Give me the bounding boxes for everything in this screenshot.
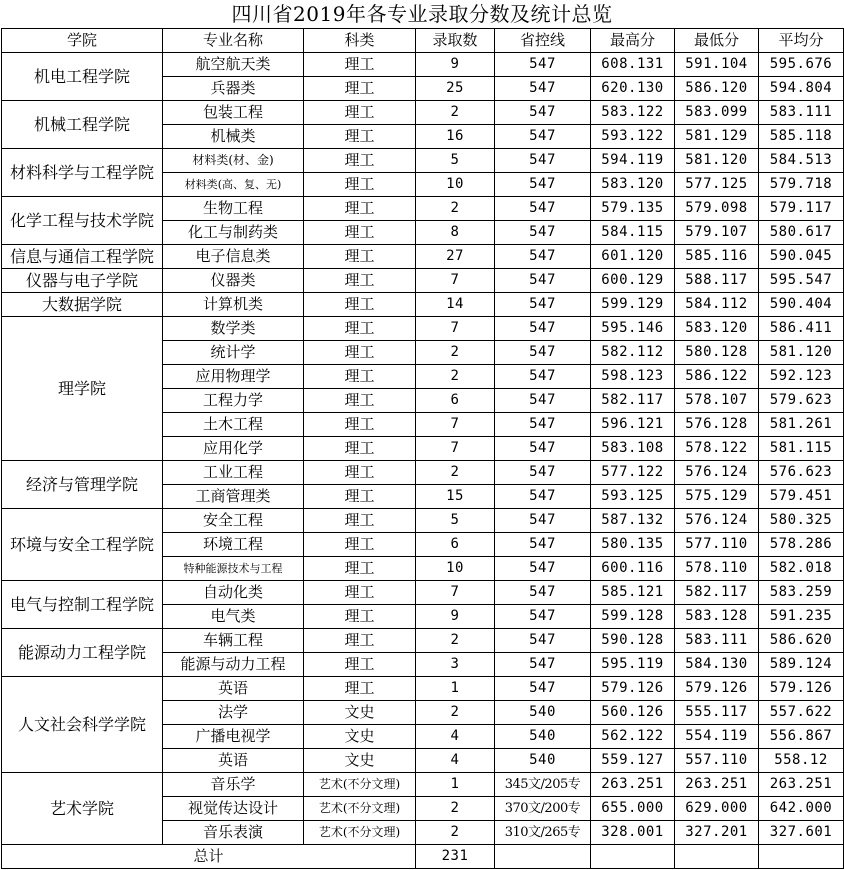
- min-score-cell: 554.119: [675, 725, 759, 749]
- category-cell: 文史: [304, 749, 416, 773]
- table-row: [2, 317, 844, 341]
- control-line-cell: 547: [495, 557, 591, 581]
- control-line-cell: 547: [495, 653, 591, 677]
- admitted-count-cell: 9: [416, 605, 495, 629]
- major-cell: 航空航天类: [163, 53, 304, 77]
- min-score-cell: 579.107: [675, 221, 759, 245]
- avg-score-cell: 579.117: [759, 197, 844, 221]
- avg-score-cell: 581.120: [759, 341, 844, 365]
- college-cell: 能源动力工程学院: [2, 629, 163, 677]
- category-cell: 理工: [304, 461, 416, 485]
- max-score-cell: 608.131: [591, 53, 675, 77]
- total-empty-cell: [675, 845, 759, 869]
- min-score-cell: 557.110: [675, 749, 759, 773]
- admitted-count-cell: 25: [416, 77, 495, 101]
- control-line-cell: 547: [495, 53, 591, 77]
- max-score-cell: 599.128: [591, 605, 675, 629]
- category-cell: 理工: [304, 293, 416, 317]
- avg-score-cell: 586.620: [759, 629, 844, 653]
- control-line-cell: 547: [495, 341, 591, 365]
- control-line-cell: 547: [495, 197, 591, 221]
- major-cell: 英语: [163, 749, 304, 773]
- control-line-cell: 547: [495, 437, 591, 461]
- admitted-count-cell: 2: [416, 629, 495, 653]
- control-line-cell: 370文/200专: [495, 797, 591, 821]
- min-score-cell: 583.128: [675, 605, 759, 629]
- control-line-cell: 310文/265专: [495, 821, 591, 845]
- college-cell: 机电工程学院: [2, 53, 163, 101]
- major-cell: 电子信息类: [163, 245, 304, 269]
- table-row: [2, 149, 844, 173]
- admitted-count-cell: 7: [416, 317, 495, 341]
- control-line-cell: 547: [495, 485, 591, 509]
- max-score-cell: 595.119: [591, 653, 675, 677]
- min-score-cell: 591.104: [675, 53, 759, 77]
- table-row: [2, 773, 844, 797]
- min-score-cell: 327.201: [675, 821, 759, 845]
- header-category: 科类: [304, 29, 416, 53]
- min-score-cell: 629.000: [675, 797, 759, 821]
- major-cell: 自动化类: [163, 581, 304, 605]
- header-control-line: 省控线: [495, 29, 591, 53]
- major-cell: 环境工程: [163, 533, 304, 557]
- header-avg-score: 平均分: [759, 29, 844, 53]
- major-cell: 生物工程: [163, 197, 304, 221]
- max-score-cell: 601.120: [591, 245, 675, 269]
- avg-score-cell: 585.118: [759, 125, 844, 149]
- category-cell: 理工: [304, 605, 416, 629]
- min-score-cell: 263.251: [675, 773, 759, 797]
- avg-score-cell: 582.018: [759, 557, 844, 581]
- category-cell: 理工: [304, 557, 416, 581]
- admitted-count-cell: 14: [416, 293, 495, 317]
- college-cell: 环境与安全工程学院: [2, 509, 163, 581]
- avg-score-cell: 580.617: [759, 221, 844, 245]
- category-cell: 理工: [304, 533, 416, 557]
- control-line-cell: 547: [495, 413, 591, 437]
- major-cell: 应用化学: [163, 437, 304, 461]
- admitted-count-cell: 4: [416, 749, 495, 773]
- category-cell: 理工: [304, 485, 416, 509]
- avg-score-cell: 579.718: [759, 173, 844, 197]
- control-line-cell: 540: [495, 701, 591, 725]
- max-score-cell: 583.108: [591, 437, 675, 461]
- avg-score-cell: 595.547: [759, 269, 844, 293]
- admitted-count-cell: 10: [416, 173, 495, 197]
- major-cell: 音乐表演: [163, 821, 304, 845]
- category-cell: 理工: [304, 197, 416, 221]
- category-cell: 文史: [304, 725, 416, 749]
- min-score-cell: 581.129: [675, 125, 759, 149]
- avg-score-cell: 580.325: [759, 509, 844, 533]
- admitted-count-cell: 2: [416, 797, 495, 821]
- admission-table: [1, 28, 844, 869]
- avg-score-cell: 581.115: [759, 437, 844, 461]
- control-line-cell: 547: [495, 509, 591, 533]
- college-cell: 人文社会科学学院: [2, 677, 163, 773]
- min-score-cell: 576.124: [675, 461, 759, 485]
- total-label: 总计: [2, 845, 416, 869]
- admitted-count-cell: 4: [416, 725, 495, 749]
- admitted-count-cell: 5: [416, 509, 495, 533]
- max-score-cell: 263.251: [591, 773, 675, 797]
- avg-score-cell: 586.411: [759, 317, 844, 341]
- admitted-count-cell: 2: [416, 101, 495, 125]
- header-max-score: 最高分: [591, 29, 675, 53]
- category-cell: 理工: [304, 101, 416, 125]
- max-score-cell: 579.135: [591, 197, 675, 221]
- control-line-cell: 547: [495, 461, 591, 485]
- admitted-count-cell: 5: [416, 149, 495, 173]
- avg-score-cell: 590.045: [759, 245, 844, 269]
- min-score-cell: 578.107: [675, 389, 759, 413]
- major-cell: 特种能源技术与工程: [163, 557, 304, 581]
- control-line-cell: 547: [495, 677, 591, 701]
- college-cell: 材料科学与工程学院: [2, 149, 163, 197]
- min-score-cell: 580.128: [675, 341, 759, 365]
- min-score-cell: 578.110: [675, 557, 759, 581]
- max-score-cell: 655.000: [591, 797, 675, 821]
- table-row: [2, 101, 844, 125]
- max-score-cell: 600.129: [591, 269, 675, 293]
- admitted-count-cell: 27: [416, 245, 495, 269]
- major-cell: 土木工程: [163, 413, 304, 437]
- admitted-count-cell: 1: [416, 677, 495, 701]
- max-score-cell: 583.122: [591, 101, 675, 125]
- page-title: 四川省2019年各专业录取分数及统计总览: [231, 2, 613, 26]
- admitted-count-cell: 2: [416, 341, 495, 365]
- avg-score-cell: 576.623: [759, 461, 844, 485]
- avg-score-cell: 589.124: [759, 653, 844, 677]
- major-cell: 应用物理学: [163, 365, 304, 389]
- avg-score-cell: 583.111: [759, 101, 844, 125]
- major-cell: 材料类(高、复、无): [163, 173, 304, 197]
- category-cell: 理工: [304, 581, 416, 605]
- min-score-cell: 576.124: [675, 509, 759, 533]
- total-empty-cell: [495, 845, 591, 869]
- major-cell: 计算机类: [163, 293, 304, 317]
- category-cell: 理工: [304, 173, 416, 197]
- min-score-cell: 577.125: [675, 173, 759, 197]
- admitted-count-cell: 9: [416, 53, 495, 77]
- table-body: [2, 53, 844, 845]
- table-row: [2, 461, 844, 485]
- min-score-cell: 588.117: [675, 269, 759, 293]
- admitted-count-cell: 6: [416, 389, 495, 413]
- admitted-count-cell: 7: [416, 413, 495, 437]
- min-score-cell: 578.122: [675, 437, 759, 461]
- avg-score-cell: 327.601: [759, 821, 844, 845]
- control-line-cell: 547: [495, 317, 591, 341]
- major-cell: 安全工程: [163, 509, 304, 533]
- admitted-count-cell: 3: [416, 653, 495, 677]
- table-row: [2, 245, 844, 269]
- total-row: [2, 845, 844, 869]
- control-line-cell: 547: [495, 101, 591, 125]
- avg-score-cell: 579.126: [759, 677, 844, 701]
- admitted-count-cell: 7: [416, 437, 495, 461]
- category-cell: 艺术(不分文理): [304, 797, 416, 821]
- avg-score-cell: 590.404: [759, 293, 844, 317]
- category-cell: 理工: [304, 413, 416, 437]
- max-score-cell: 585.121: [591, 581, 675, 605]
- major-cell: 车辆工程: [163, 629, 304, 653]
- table-row: [2, 509, 844, 533]
- min-score-cell: 584.112: [675, 293, 759, 317]
- control-line-cell: 345文/205专: [495, 773, 591, 797]
- category-cell: 理工: [304, 653, 416, 677]
- min-score-cell: 555.117: [675, 701, 759, 725]
- category-cell: 理工: [304, 365, 416, 389]
- major-cell: 英语: [163, 677, 304, 701]
- max-score-cell: 594.119: [591, 149, 675, 173]
- college-cell: 信息与通信工程学院: [2, 245, 163, 269]
- major-cell: 机械类: [163, 125, 304, 149]
- header-min-score: 最低分: [675, 29, 759, 53]
- avg-score-cell: 583.259: [759, 581, 844, 605]
- min-score-cell: 582.117: [675, 581, 759, 605]
- category-cell: 理工: [304, 77, 416, 101]
- avg-score-cell: 584.513: [759, 149, 844, 173]
- category-cell: 理工: [304, 149, 416, 173]
- min-score-cell: 576.128: [675, 413, 759, 437]
- table-row: [2, 269, 844, 293]
- max-score-cell: 559.127: [591, 749, 675, 773]
- category-cell: 理工: [304, 221, 416, 245]
- control-line-cell: 547: [495, 293, 591, 317]
- control-line-cell: 547: [495, 605, 591, 629]
- table-row: [2, 629, 844, 653]
- avg-score-cell: 579.623: [759, 389, 844, 413]
- category-cell: 理工: [304, 341, 416, 365]
- admitted-count-cell: 6: [416, 533, 495, 557]
- admitted-count-cell: 1: [416, 773, 495, 797]
- avg-score-cell: 642.000: [759, 797, 844, 821]
- admitted-count-cell: 2: [416, 461, 495, 485]
- category-cell: 理工: [304, 53, 416, 77]
- major-cell: 电气类: [163, 605, 304, 629]
- min-score-cell: 577.110: [675, 533, 759, 557]
- max-score-cell: 587.132: [591, 509, 675, 533]
- major-cell: 兵器类: [163, 77, 304, 101]
- max-score-cell: 577.122: [591, 461, 675, 485]
- min-score-cell: 579.126: [675, 677, 759, 701]
- admitted-count-cell: 2: [416, 365, 495, 389]
- control-line-cell: 547: [495, 629, 591, 653]
- category-cell: 理工: [304, 125, 416, 149]
- category-cell: 理工: [304, 629, 416, 653]
- college-cell: 经济与管理学院: [2, 461, 163, 509]
- major-cell: 工程力学: [163, 389, 304, 413]
- control-line-cell: 540: [495, 725, 591, 749]
- max-score-cell: 600.116: [591, 557, 675, 581]
- avg-score-cell: 556.867: [759, 725, 844, 749]
- control-line-cell: 547: [495, 245, 591, 269]
- admitted-count-cell: 2: [416, 197, 495, 221]
- table-row: [2, 677, 844, 701]
- college-cell: 机械工程学院: [2, 101, 163, 149]
- min-score-cell: 585.116: [675, 245, 759, 269]
- admitted-count-cell: 16: [416, 125, 495, 149]
- max-score-cell: 580.135: [591, 533, 675, 557]
- control-line-cell: 547: [495, 533, 591, 557]
- total-empty-cell: [759, 845, 844, 869]
- avg-score-cell: 595.676: [759, 53, 844, 77]
- control-line-cell: 547: [495, 389, 591, 413]
- avg-score-cell: 592.123: [759, 365, 844, 389]
- min-score-cell: 583.111: [675, 629, 759, 653]
- admitted-count-cell: 7: [416, 581, 495, 605]
- major-cell: 能源与动力工程: [163, 653, 304, 677]
- major-cell: 化工与制药类: [163, 221, 304, 245]
- category-cell: 理工: [304, 245, 416, 269]
- min-score-cell: 575.129: [675, 485, 759, 509]
- category-cell: 理工: [304, 317, 416, 341]
- control-line-cell: 547: [495, 149, 591, 173]
- category-cell: 理工: [304, 677, 416, 701]
- college-cell: 电气与控制工程学院: [2, 581, 163, 629]
- min-score-cell: 583.099: [675, 101, 759, 125]
- major-cell: 统计学: [163, 341, 304, 365]
- control-line-cell: 547: [495, 77, 591, 101]
- major-cell: 材料类(材、金): [163, 149, 304, 173]
- header-college: 学院: [2, 29, 163, 53]
- max-score-cell: 328.001: [591, 821, 675, 845]
- max-score-cell: 584.115: [591, 221, 675, 245]
- min-score-cell: 584.130: [675, 653, 759, 677]
- table-row: [2, 581, 844, 605]
- category-cell: 理工: [304, 269, 416, 293]
- college-cell: 艺术学院: [2, 773, 163, 845]
- control-line-cell: 547: [495, 269, 591, 293]
- control-line-cell: 547: [495, 173, 591, 197]
- college-cell: 化学工程与技术学院: [2, 197, 163, 245]
- table-row: [2, 53, 844, 77]
- max-score-cell: 560.126: [591, 701, 675, 725]
- major-cell: 法学: [163, 701, 304, 725]
- admitted-count-cell: 2: [416, 821, 495, 845]
- category-cell: 文史: [304, 701, 416, 725]
- avg-score-cell: 263.251: [759, 773, 844, 797]
- control-line-cell: 547: [495, 581, 591, 605]
- max-score-cell: 593.125: [591, 485, 675, 509]
- admitted-count-cell: 7: [416, 269, 495, 293]
- min-score-cell: 586.120: [675, 77, 759, 101]
- min-score-cell: 581.120: [675, 149, 759, 173]
- admitted-count-cell: 10: [416, 557, 495, 581]
- major-cell: 音乐学: [163, 773, 304, 797]
- control-line-cell: 547: [495, 365, 591, 389]
- total-empty-cell: [591, 845, 675, 869]
- college-cell: 理学院: [2, 317, 163, 461]
- table-row: [2, 197, 844, 221]
- avg-score-cell: 578.286: [759, 533, 844, 557]
- avg-score-cell: 557.622: [759, 701, 844, 725]
- avg-score-cell: 591.235: [759, 605, 844, 629]
- control-line-cell: 547: [495, 125, 591, 149]
- category-cell: 理工: [304, 389, 416, 413]
- major-cell: 广播电视学: [163, 725, 304, 749]
- max-score-cell: 583.120: [591, 173, 675, 197]
- max-score-cell: 598.123: [591, 365, 675, 389]
- college-cell: 仪器与电子学院: [2, 269, 163, 293]
- header-major: 专业名称: [163, 29, 304, 53]
- admitted-count-cell: 15: [416, 485, 495, 509]
- avg-score-cell: 581.261: [759, 413, 844, 437]
- major-cell: 数学类: [163, 317, 304, 341]
- category-cell: 艺术(不分文理): [304, 821, 416, 845]
- max-score-cell: 562.122: [591, 725, 675, 749]
- college-cell: 大数据学院: [2, 293, 163, 317]
- major-cell: 工商管理类: [163, 485, 304, 509]
- category-cell: 艺术(不分文理): [304, 773, 416, 797]
- avg-score-cell: 579.451: [759, 485, 844, 509]
- control-line-cell: 540: [495, 749, 591, 773]
- header-admitted-count: 录取数: [416, 29, 495, 53]
- max-score-cell: 582.112: [591, 341, 675, 365]
- category-cell: 理工: [304, 509, 416, 533]
- max-score-cell: 582.117: [591, 389, 675, 413]
- header-row: [2, 29, 844, 53]
- max-score-cell: 593.122: [591, 125, 675, 149]
- max-score-cell: 579.126: [591, 677, 675, 701]
- control-line-cell: 547: [495, 221, 591, 245]
- min-score-cell: 583.120: [675, 317, 759, 341]
- avg-score-cell: 594.804: [759, 77, 844, 101]
- major-cell: 视觉传达设计: [163, 797, 304, 821]
- max-score-cell: 620.130: [591, 77, 675, 101]
- major-cell: 仪器类: [163, 269, 304, 293]
- major-cell: 包装工程: [163, 101, 304, 125]
- min-score-cell: 586.122: [675, 365, 759, 389]
- max-score-cell: 596.121: [591, 413, 675, 437]
- max-score-cell: 599.129: [591, 293, 675, 317]
- avg-score-cell: 558.12: [759, 749, 844, 773]
- admitted-count-cell: 2: [416, 701, 495, 725]
- total-count: 231: [416, 845, 495, 869]
- max-score-cell: 595.146: [591, 317, 675, 341]
- category-cell: 理工: [304, 437, 416, 461]
- admitted-count-cell: 8: [416, 221, 495, 245]
- min-score-cell: 579.098: [675, 197, 759, 221]
- max-score-cell: 590.128: [591, 629, 675, 653]
- major-cell: 工业工程: [163, 461, 304, 485]
- table-row: [2, 293, 844, 317]
